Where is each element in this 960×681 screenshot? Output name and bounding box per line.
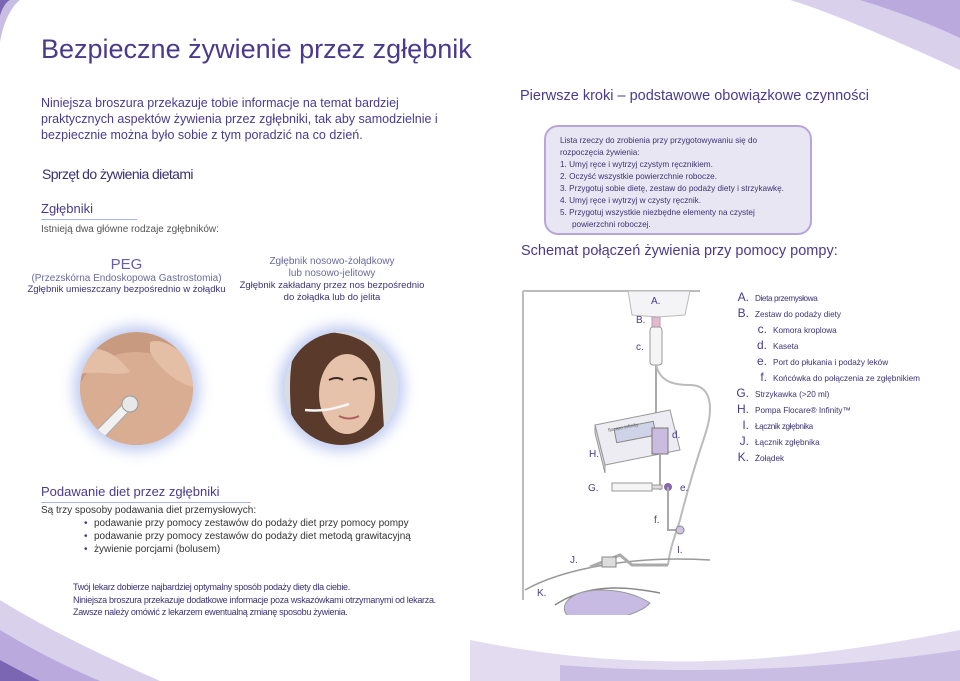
tubes-heading: Zgłębniki [41, 201, 137, 220]
checklist-item: 1. Umyj ręce i wytrzyj czystym ręcznikiem. [560, 160, 713, 169]
list-item: • podawanie przy pomocy zestawów do podaży diet metodą grawitacyjną [94, 530, 411, 543]
peg-photo [80, 332, 193, 445]
diagram-label-a: A. [651, 296, 661, 307]
nasal-desc-2: do żołądka lub do jelita [283, 292, 381, 303]
legend-item: d. Kaseta [756, 338, 799, 352]
checklist-item-cont: powierzchni roboczej. [572, 220, 651, 229]
legend-item: J. Łącznik zgłębnika [739, 434, 820, 448]
footer-line: Zawsze należy omówić z lekarzem ewentualną zmianę sposobu żywienia. [73, 607, 348, 617]
peg-full-name: (Przezskórna Endoskopowa Gastrostomia) [31, 273, 222, 284]
diagram-label-d: d. [672, 430, 681, 441]
legend-item: e. Port do płukania i podaży leków [756, 354, 889, 368]
diagram-legend [735, 290, 920, 466]
feeding-heading: Podawanie diet przez zgłębniki [41, 484, 251, 503]
diagram-label-b: B. [636, 315, 646, 326]
diagram-label-j: J. [570, 555, 578, 566]
pump-label: flocare infinity [607, 422, 639, 434]
equipment-heading: Sprzęt do żywienia dietami [42, 166, 193, 182]
legend-item: A. Dieta przemysłowa [737, 290, 818, 304]
diagram-label-h: H. [589, 449, 599, 460]
pump-connection-diagram [520, 285, 730, 615]
footer-line: Niniejsza broszura przekazuje dodatkowe informacje poza wskazówkami otrzymanymi od lekarza. [73, 594, 436, 605]
peg-description: Zgłębnik umieszczany bezpośrednio w żołądku [27, 284, 226, 295]
nasal-name-2: lub nosowo-jelitowy [288, 268, 376, 279]
tubes-intro: Istnieją dwa główne rodzaje zgłębników: [41, 224, 219, 235]
page-title: Bezpieczne żywienie przez zgłębnik [41, 34, 472, 64]
diagram-label-c: c. [636, 342, 644, 353]
legend-item: K. Żołądek [737, 450, 785, 464]
legend-item: I. Łącznik zgłębnika [742, 418, 813, 432]
diagram-label-g: G. [588, 483, 599, 494]
legend-item: H. Pompa Flocare® Infinity™ [737, 402, 851, 416]
diagram-label-k: K. [537, 588, 547, 599]
checklist-intro-2: rozpoczęcia żywienia: [560, 148, 640, 157]
footer-line: Twój lekarz dobierze najbardziej optymalny sposób podaży diety dla ciebie. [73, 582, 350, 592]
checklist-intro-1: Lista rzeczy do zrobienia przy przygotowywaniu się do [560, 136, 758, 145]
diagram-label-e: e. [680, 483, 689, 494]
checklist-item: 3. Przygotuj sobie dietę, zestaw do podaży diety i strzykawkę. [560, 184, 784, 193]
footer-notes [73, 581, 436, 619]
nasal-block [232, 256, 432, 304]
diagram-label-i: I. [677, 545, 683, 556]
nasal-desc-1: Zgłębnik zakładany przez nos bezpośrednio [239, 280, 425, 291]
checklist-item: 4. Umyj ręce i wytrzyj w czysty ręcznik. [560, 196, 702, 205]
intro-paragraph: Niniejsza broszura przekazuje tobie informacje na temat bardziej praktycznych aspektów żywienia przez zgłębniki, tak aby samodzielnie i bezpiecznie można było sobie z tym poradzić na co dzień. [41, 96, 438, 142]
checklist-box [544, 125, 812, 235]
legend-item: B. Zestaw do podaży diety [737, 306, 842, 320]
checklist-item: 2. Oczyść wszystkie powierzchnie robocze. [560, 172, 718, 181]
list-item: • żywienie porcjami (bolusem) [94, 543, 411, 556]
nasal-photo [285, 332, 398, 445]
feeding-methods-list [78, 517, 411, 556]
peg-name: PEG [110, 256, 143, 273]
feeding-intro: Są trzy sposoby podawania diet przemysłowych: [41, 505, 257, 516]
legend-item: c. Komora kroplowa [757, 322, 837, 336]
schema-heading: Schemat połączeń żywienia przy pomocy pompy: [521, 243, 838, 259]
legend-item: G. Strzykawka (>20 ml) [736, 386, 830, 400]
diagram-label-f: f. [654, 515, 660, 526]
first-steps-heading: Pierwsze kroki – podstawowe obowiązkowe czynności [520, 88, 869, 104]
nasal-name-1: Zgłębnik nosowo-żołądkowy [269, 256, 395, 267]
legend-item: f. Końcówka do połączenia ze zgłębnikiem [760, 370, 921, 384]
list-item: • podawanie przy pomocy zestawów do podaży diet przy pomocy pompy [94, 517, 411, 530]
checklist-item: 5. Przygotuj wszystkie niezbędne elementy na czystej [560, 208, 755, 217]
peg-block [14, 256, 239, 295]
